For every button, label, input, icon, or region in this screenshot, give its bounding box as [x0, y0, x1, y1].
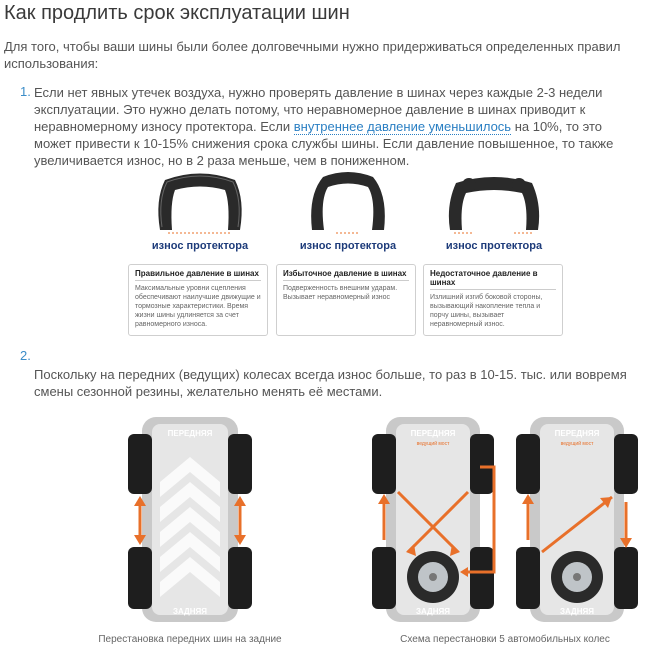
front-label-2: ПЕРЕДНЯЯ: [410, 429, 456, 438]
wear-label-over: износ протектора: [299, 240, 397, 252]
info-box-body: Излишний изгиб боковой стороны, вызывающий накопление тепла и порчу шины, вызывает неравномерный износ.: [430, 294, 543, 328]
car-diagram-front-rear: [120, 412, 260, 627]
rear-label-3: ЗАДНЯЯ: [559, 607, 595, 616]
page-title: Как продлить срок эксплуатации шин: [4, 2, 350, 24]
info-box-normal: [128, 264, 268, 336]
car-diagram-x-rotation: [368, 412, 498, 627]
drive-axle-label-2: ведущий мост: [560, 441, 594, 447]
tire-normal-diagram: [150, 165, 250, 240]
front-label-1: ПЕРЕДНЯЯ: [167, 429, 213, 438]
list-item-2: Поскольку на передних (ведущих) колесах всегда износ больше, то раз в 10-15. тыс. или вовремя смены сезонной резины, желательно менять её местами.: [34, 367, 627, 399]
info-box-body: Максимальные уровни сцепления обеспечивают наилучшие движущие и тормозные характеристики. Время жизни шины удлиняется за счет равномерного износа.: [135, 285, 261, 328]
wear-label-normal: износ протектора: [151, 240, 249, 252]
caption-left: Перестановка передних шин на задние: [98, 634, 282, 645]
info-box-title: Избыточное давление в шинах: [283, 269, 409, 281]
caption-right: Схема перестановки 5 автомобильных колес: [400, 634, 610, 645]
rear-label-1: ЗАДНЯЯ: [172, 607, 208, 616]
item1-text-after: на 10%, то это может привести к 10-15% снижения срока службы шины. Если давление повышенное, то также увеличивается износ, но в 2 раза меньше, чем в пониженном.: [34, 119, 614, 168]
info-box-over: [276, 264, 416, 336]
rear-label-2: ЗАДНЯЯ: [415, 607, 451, 616]
car-diagram-rear-cross: [512, 412, 642, 627]
wear-label-under: износ протектора: [445, 240, 543, 252]
drive-axle-label: ведущий мост: [416, 441, 450, 447]
tire-underinflated-diagram: [444, 165, 544, 240]
front-label-3: ПЕРЕДНЯЯ: [554, 429, 600, 438]
info-box-title: Правильное давление в шинах: [135, 269, 261, 281]
info-box-body: Подверженность внешним ударам. Вызывает неравномерный износ: [283, 285, 398, 301]
pressure-link[interactable]: внутреннее давление уменьшилось: [293, 119, 512, 134]
list-number-2: 2.: [20, 348, 31, 363]
intro-text: Для того, чтобы ваши шины были более долговечными нужно придерживаться определенных правил использования:: [4, 39, 621, 71]
info-box-title: Недостаточное давление в шинах: [430, 269, 556, 290]
list-item-1: [34, 84, 640, 169]
list-number-1: 1.: [20, 84, 31, 99]
item1-text-before: Если нет явных утечек воздуха, нужно проверять давление в шинах через каждые 2-3 недели эксплуатации. Это нужно делать потому, что неравномерное давление в шинах приводит к неравномерному износу протектора. Если: [34, 85, 603, 134]
tire-overinflated-diagram: [298, 165, 398, 240]
info-box-under: [423, 264, 563, 336]
